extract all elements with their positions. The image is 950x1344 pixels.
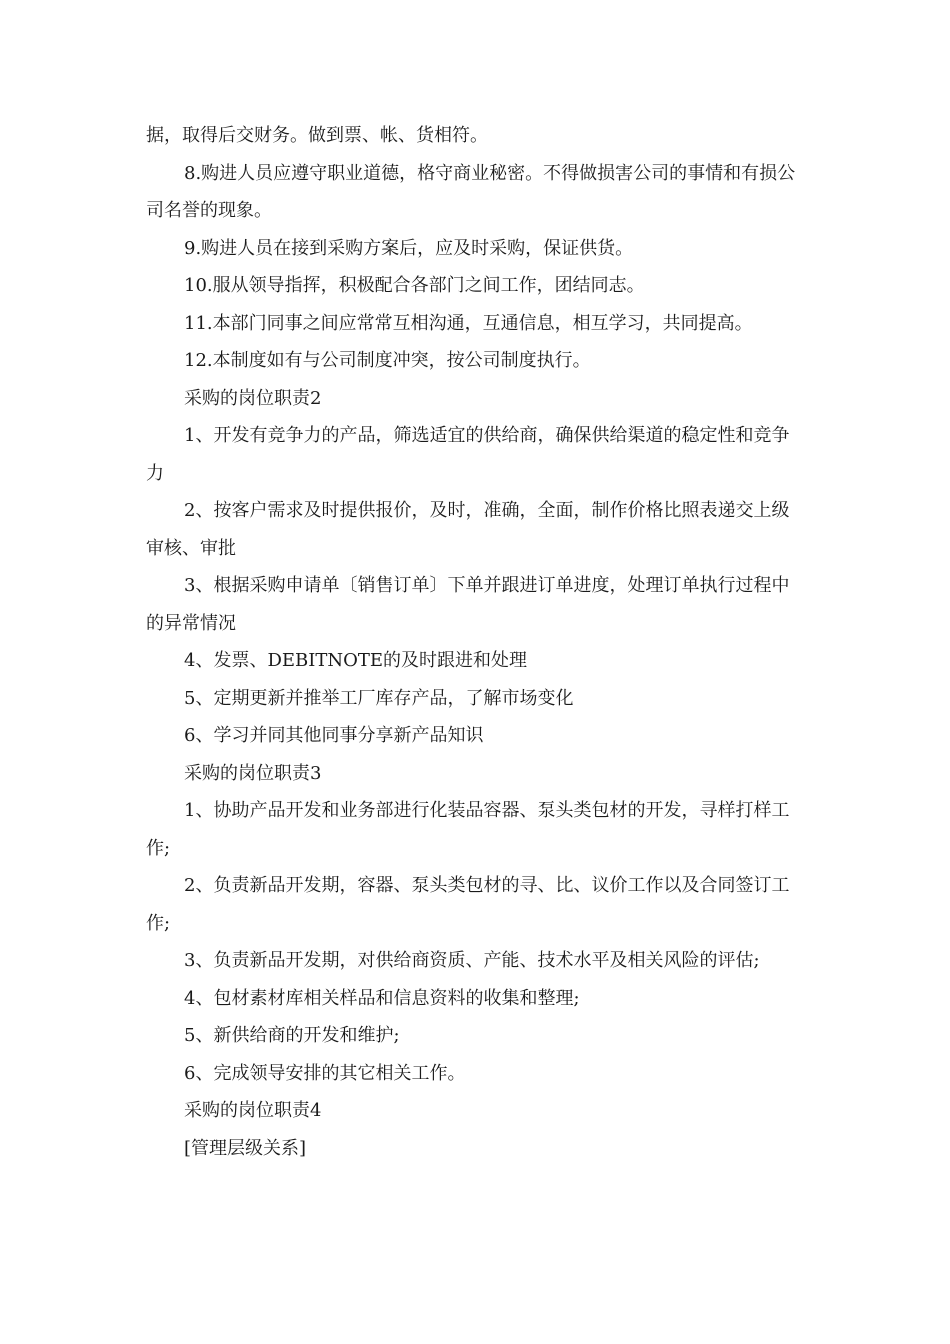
paragraph: 5、新供给商的开发和维护; (184, 1025, 400, 1046)
paragraph: 3、负责新品开发期，对供给商资质、产能、技术水平及相关风险的评估; (184, 950, 760, 971)
document-body (146, 117, 796, 1167)
paragraph: 1、开发有竞争力的产品，筛选适宜的供给商，确保供给渠道的稳定性和竞争力 (146, 425, 790, 484)
paragraph: 8.购进人员应遵守职业道德，格守商业秘密。不得做损害公司的事情和有损公司名誉的现象。 (146, 162, 796, 221)
paragraph: 2、负责新品开发期，容器、泵头类包材的寻、比、议价工作以及合同签订工作; (146, 875, 790, 934)
paragraph: 1、协助产品开发和业务部进行化装品容器、泵头类包材的开发，寻样打样工作; (146, 800, 790, 859)
paragraph: 6、学习并同其他同事分享新产品知识 (184, 725, 484, 746)
paragraph: 12.本制度如有与公司制度冲突，按公司制度执行。 (184, 350, 591, 371)
paragraph: 6、完成领导安排的其它相关工作。 (184, 1062, 466, 1084)
paragraph: 5、定期更新并推举工厂库存产品，了解市场变化 (184, 687, 574, 709)
section-heading: 采购的岗位职责3 (184, 762, 322, 784)
paragraph: [管理层级关系] (184, 1137, 307, 1159)
section-heading: 采购的岗位职责4 (184, 1100, 322, 1121)
paragraph: 10.服从领导指挥，积极配合各部门之间工作，团结同志。 (184, 275, 645, 296)
paragraph: 据，取得后交财务。做到票、帐、货相符。 (146, 125, 488, 146)
paragraph: 4、包材素材库相关样品和信息资料的收集和整理; (184, 987, 580, 1009)
section-heading: 采购的岗位职责2 (184, 387, 322, 409)
paragraph: 2、按客户需求及时提供报价，及时，准确，全面，制作价格比照表递交上级审核、审批 (146, 500, 790, 559)
paragraph: 11.本部门同事之间应常常互相沟通，互通信息，相互学习，共同提高。 (184, 312, 753, 334)
paragraph: 4、发票、DEBITNOTE的及时跟进和处理 (184, 650, 528, 671)
paragraph: 3、根据采购申请单〔销售订单〕下单并跟进订单进度，处理订单执行过程中的异常情况 (146, 575, 790, 634)
paragraph: 9.购进人员在接到采购方案后，应及时采购，保证供货。 (184, 237, 634, 259)
